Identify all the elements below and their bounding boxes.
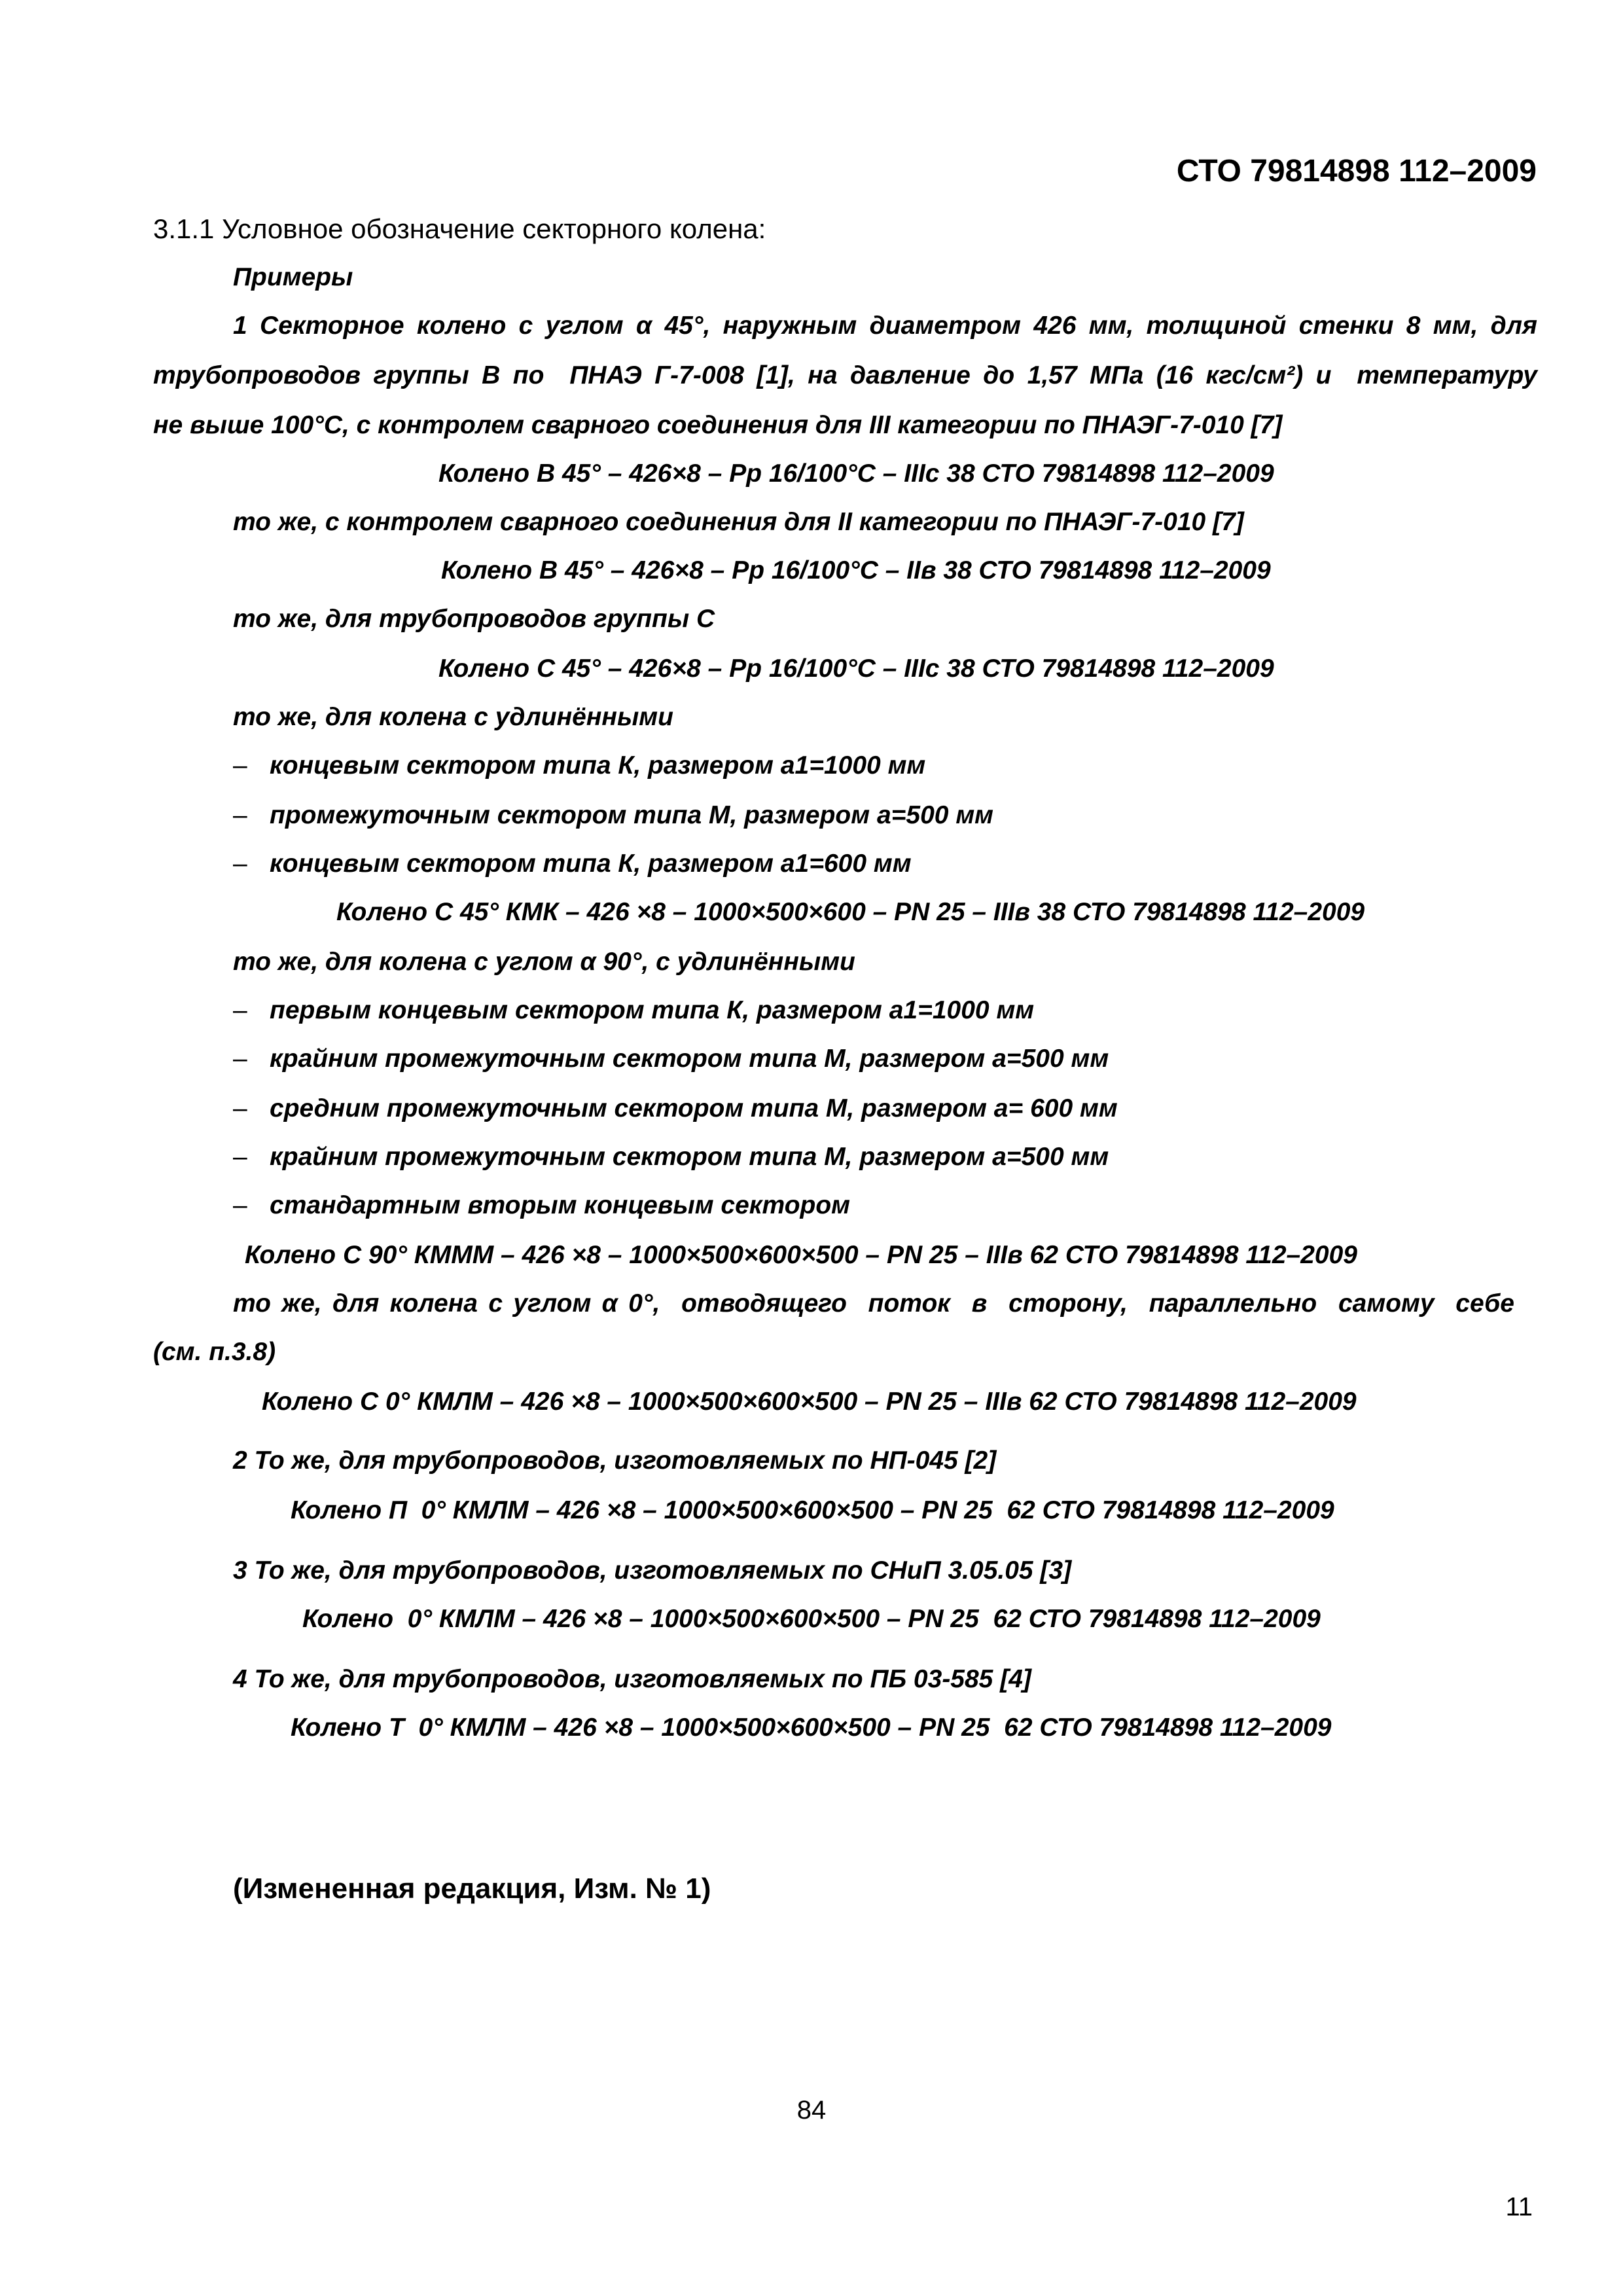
example-1-line-2: трубопроводов группы В по ПНАЭ Г-7-008 [1], на давление до 1,57 МПа (16 кгс/см²) и температуру <box>153 361 1537 389</box>
designation-1: Колено В 45° – 426×8 – Рр 16/100°С – IIIс 38 СТО 79814898 112–2009 <box>438 459 1274 488</box>
list-item: концевым сектором типа К, размером а1=1000 мм <box>270 751 926 780</box>
list-item: промежуточным сектором типа М, размером а=500 мм <box>270 801 994 829</box>
list-bullet: – <box>233 751 247 780</box>
example-3: 3 То же, для трубопроводов, изготовляемых по СНиП 3.05.05 [3] <box>233 1556 1072 1585</box>
list-item: крайним промежуточным сектором типа М, размером а=500 мм <box>270 1045 1109 1073</box>
list-item: концевым сектором типа К, размером а1=600 мм <box>270 850 912 878</box>
designation-5: Колено С 90° КМММ – 426 ×8 – 1000×500×600×500 – PN 25 – IIIв 62 СТО 79814898 112–2009 <box>245 1241 1357 1269</box>
revision-note: (Измененная редакция, Изм. № 1) <box>233 1873 711 1905</box>
list-bullet: – <box>233 1045 247 1073</box>
list-bullet: – <box>233 1143 247 1171</box>
list-item: крайним промежуточным сектором типа М, размером а=500 мм <box>270 1143 1109 1171</box>
designation-2: Колено В 45° – 426×8 – Рр 16/100°С – IIв 38 СТО 79814898 112–2009 <box>441 556 1271 584</box>
designation-9: Колено Т 0° КМЛМ – 426 ×8 – 1000×500×600×500 – PN 25 62 СТО 79814898 112–2009 <box>291 1713 1332 1742</box>
example-1-line-1: 1 Секторное колено с углом α 45°, наружным диаметром 426 мм, толщиной стенки 8 мм, для <box>233 312 1537 340</box>
list-item: первым концевым сектором типа К, размером а1=1000 мм <box>270 996 1035 1024</box>
list-item: средним промежуточным сектором типа М, размером а= 600 мм <box>270 1094 1118 1122</box>
example-4: 4 То же, для трубопроводов, изготовляемых по ПБ 03-585 [4] <box>233 1665 1031 1693</box>
designation-7: Колено П 0° КМЛМ – 426 ×8 – 1000×500×600×500 – PN 25 62 СТО 79814898 112–2009 <box>291 1496 1334 1524</box>
list-bullet: – <box>233 1191 247 1219</box>
note-6-line-2: (см. п.3.8) <box>153 1338 276 1366</box>
note-5: то же, для колена с углом α 90°, с удлинёнными <box>233 948 855 976</box>
doc-code-header: СТО 79814898 112–2009 <box>1176 154 1537 188</box>
note-3: то же, для трубопроводов группы С <box>233 605 715 633</box>
list-item: стандартным вторым концевым сектором <box>270 1191 851 1219</box>
designation-3: Колено С 45° – 426×8 – Рр 16/100°С – IIIс 38 СТО 79814898 112–2009 <box>438 655 1274 683</box>
designation-8: Колено 0° КМЛМ – 426 ×8 – 1000×500×600×500 – PN 25 62 СТО 79814898 112–2009 <box>302 1605 1321 1633</box>
section-heading: 3.1.1 Условное обозначение секторного колена: <box>153 213 766 244</box>
list-bullet: – <box>233 801 247 829</box>
designation-6: Колено С 0° КМЛМ – 426 ×8 – 1000×500×600×500 – PN 25 – IIIв 62 СТО 79814898 112–2009 <box>262 1388 1357 1416</box>
examples-title: Примеры <box>233 263 353 291</box>
list-bullet: – <box>233 1094 247 1122</box>
note-2: то же, с контролем сварного соединения для II категории по ПНАЭГ-7-010 [7] <box>233 508 1244 536</box>
list-bullet: – <box>233 996 247 1024</box>
note-6-line-1: то же, для колена с углом α 0°, отводящего поток в сторону, параллельно самому себе <box>233 1289 1514 1318</box>
outer-page-number: 11 <box>1505 2193 1533 2221</box>
example-2: 2 То же, для трубопроводов, изготовляемых по НП-045 [2] <box>233 1446 997 1475</box>
list-bullet: – <box>233 850 247 878</box>
inner-page-number: 84 <box>796 2096 827 2125</box>
example-1-line-3: не выше 100°С, с контролем сварного соединения для III категории по ПНАЭГ-7-010 [7] <box>153 411 1283 439</box>
note-4: то же, для колена с удлинёнными <box>233 703 673 731</box>
designation-4: Колено С 45° КМК – 426 ×8 – 1000×500×600 – PN 25 – IIIв 38 СТО 79814898 112–2009 <box>336 898 1365 926</box>
